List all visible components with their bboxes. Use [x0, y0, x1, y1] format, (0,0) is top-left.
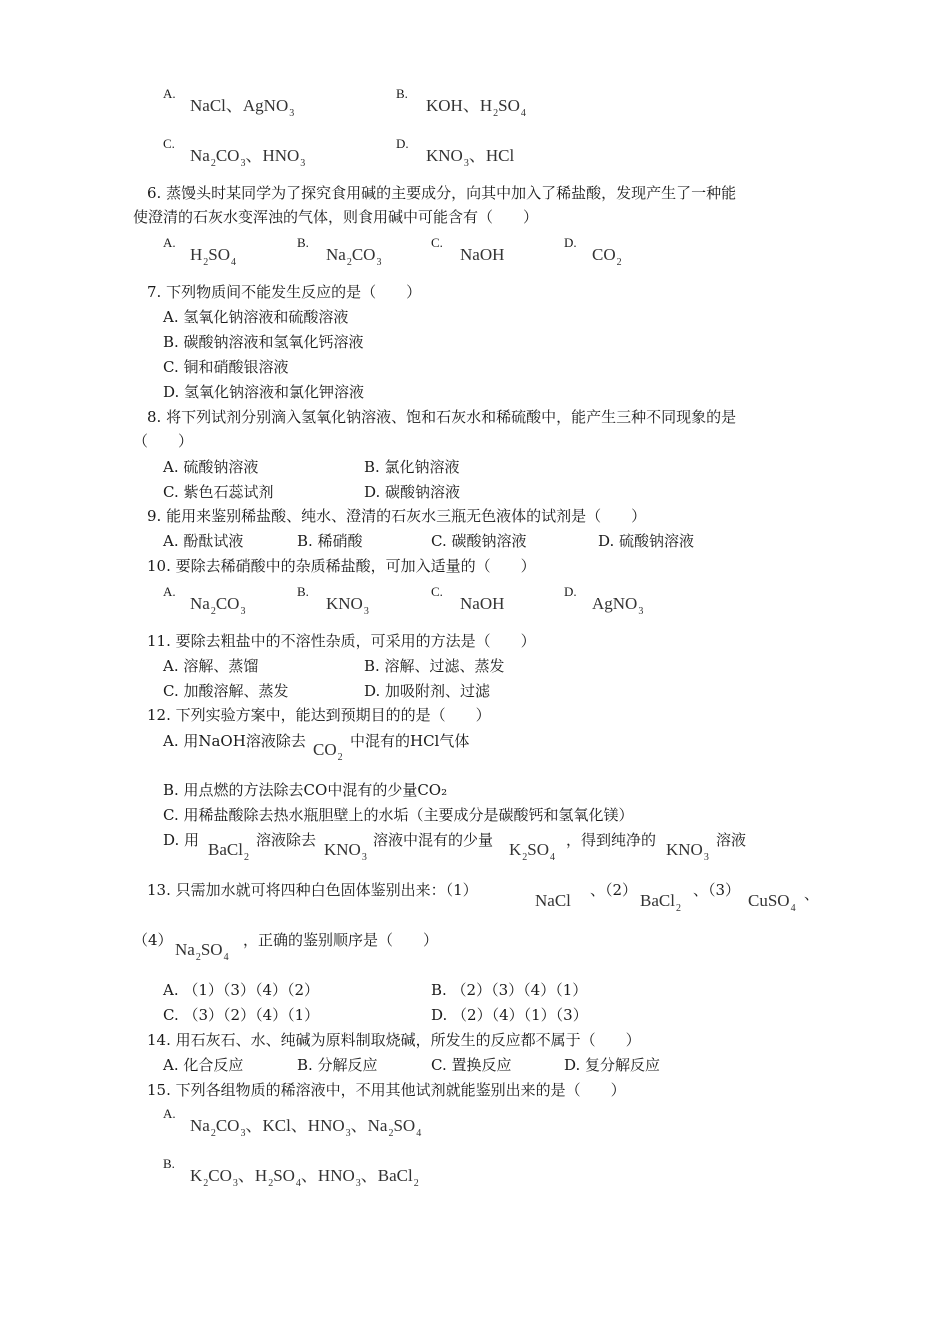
- q13-stem-text3: 、（3）: [693, 881, 741, 899]
- q9-option-d: D. 硫酸钠溶液: [598, 532, 695, 550]
- q15-option-a-formula: $Na_2CO_3$、KCl、$HNO_3$、$Na_2SO_4$: [190, 1116, 422, 1139]
- q12-option-d-text1: D. 用: [163, 831, 200, 849]
- q13-option-d: D. （2）（4）（1）（3）: [431, 1006, 588, 1024]
- q10-option-c-label: C.: [431, 584, 443, 599]
- q10-stem: 10. 要除去稀硝酸中的杂质稀盐酸，可加入适量的（ ）: [147, 557, 536, 575]
- q5-option-c-label: C.: [163, 136, 175, 151]
- q12-option-a-text1: A. 用NaOH溶液除去: [163, 732, 306, 750]
- q7-stem: 7. 下列物质间不能发生反应的是（ ）: [147, 283, 422, 301]
- q7-option-d: D. 氢氧化钠溶液和氯化钾溶液: [163, 383, 365, 401]
- q13-formula-nacl: NaCl: [535, 891, 571, 910]
- q12-option-b: B. 用点燃的方法除去CO中混有的少量CO₂: [163, 781, 448, 799]
- q14-stem: 14. 用石灰石、水、纯碱为原料制取烧碱，所发生的反应都不属于（ ）: [147, 1031, 641, 1049]
- q9-option-b: B. 稀硝酸: [297, 532, 363, 550]
- q12-option-d-formula3: $K_2SO_4$: [509, 840, 556, 863]
- q14-option-d: D. 复分解反应: [564, 1056, 661, 1074]
- q11-option-d: D. 加吸附剂、过滤: [364, 682, 491, 700]
- q9-stem: 9. 能用来鉴别稀盐酸、纯水、澄清的石灰水三瓶无色液体的试剂是（ ）: [147, 507, 647, 525]
- q12-option-d-text3: 溶液中混有的少量: [373, 831, 494, 849]
- q13-stem-text4: 、: [804, 885, 820, 903]
- q6-option-c-label: C.: [431, 235, 443, 250]
- q6-stem-line1: 6. 蒸馒头时某同学为了探究食用碱的主要成分，向其中加入了稀盐酸，发现产生了一种能: [147, 184, 737, 202]
- q5-option-d-formula: $KNO_3$、HCl: [426, 146, 515, 169]
- q12-option-d-formula2: $KNO_3$: [324, 840, 367, 863]
- q13-stem-text1: 13. 只需加水就可将四种白色固体鉴别出来：（1）: [147, 881, 478, 899]
- q13-stem-text6: ，正确的鉴别顺序是（ ）: [243, 931, 439, 949]
- q12-option-d-text2: 溶液除去: [256, 831, 317, 849]
- q10-option-a-label: A.: [163, 584, 176, 599]
- q6-option-a-label: A.: [163, 235, 176, 250]
- q9-option-c: C. 碳酸钠溶液: [431, 532, 527, 550]
- q15-option-b-label: B.: [163, 1156, 175, 1171]
- q14-option-b: B. 分解反应: [297, 1056, 378, 1074]
- q13-formula-bacl2: BaCl$_2$: [640, 891, 681, 914]
- q15-option-b-formula: $K_2CO_3$、$H_2SO_4$、$HNO_3$、BaCl$_2$: [190, 1166, 419, 1189]
- q11-stem: 11. 要除去粗盐中的不溶性杂质，可采用的方法是（ ）: [147, 632, 536, 650]
- q11-option-b: B. 溶解、过滤、蒸发: [364, 657, 505, 675]
- q15-option-a-label: A.: [163, 1106, 176, 1121]
- q5-option-d-label: D.: [396, 136, 409, 151]
- q5-option-b-label: B.: [396, 86, 408, 101]
- q8-option-a: A. 硫酸钠溶液: [163, 458, 259, 476]
- q6-stem-line2: 使澄清的石灰水变浑浊的气体，则食用碱中可能含有（ ）: [133, 208, 539, 226]
- q6-option-b-label: B.: [297, 235, 309, 250]
- q13-stem-text2: 、（2）: [590, 881, 638, 899]
- q6-option-d-formula: $CO_2$: [592, 245, 622, 268]
- q8-option-c: C. 紫色石蕊试剂: [163, 483, 274, 501]
- q7-option-c: C. 铜和硝酸银溶液: [163, 358, 289, 376]
- q10-option-a-formula: $Na_2CO_3$: [190, 594, 246, 617]
- q8-stem-line2: （ ）: [133, 432, 194, 450]
- q12-option-d-text4: ，得到纯净的: [566, 831, 657, 849]
- q6-option-c-formula: NaOH: [460, 245, 505, 264]
- q13-option-b: B. （2）（3）（4）（1）: [431, 981, 588, 999]
- q10-option-b-formula: $KNO_3$: [326, 594, 369, 617]
- q7-option-a: A. 氢氧化钠溶液和硫酸溶液: [163, 308, 349, 326]
- q12-option-d-text5: 溶液: [716, 831, 747, 849]
- q8-option-b: B. 氯化钠溶液: [364, 458, 460, 476]
- q12-stem: 12. 下列实验方案中，能达到预期目的的是（ ）: [147, 706, 491, 724]
- q14-option-c: C. 置换反应: [431, 1056, 512, 1074]
- q12-option-a-formula: $CO_2$: [313, 740, 343, 763]
- q13-formula-na2so4: $Na_2SO_4$: [175, 940, 229, 963]
- q13-formula-cuso4: CuSO$_4$: [748, 891, 796, 914]
- q12-option-d-formula4: $KNO_3$: [666, 840, 709, 863]
- q11-option-a: A. 溶解、蒸馏: [163, 657, 259, 675]
- q5-option-a-label: A.: [163, 86, 176, 101]
- q10-option-b-label: B.: [297, 584, 309, 599]
- q8-stem-line1: 8. 将下列试剂分别滴入氢氧化钠溶液、饱和石灰水和稀硫酸中，能产生三种不同现象的是: [147, 408, 737, 426]
- q10-option-d-formula: AgNO$_3$: [592, 594, 644, 617]
- q6-option-a-formula: $H_2SO_4$: [190, 245, 237, 268]
- q12-option-a-text2: 中混有的HCl气体: [350, 732, 470, 750]
- q8-option-d: D. 碳酸钠溶液: [364, 483, 461, 501]
- q7-option-b: B. 碳酸钠溶液和氢氧化钙溶液: [163, 333, 364, 351]
- q10-option-c-formula: NaOH: [460, 594, 505, 613]
- q5-option-b-formula: KOH、$H_2SO_4$: [426, 96, 526, 119]
- q14-option-a: A. 化合反应: [163, 1056, 244, 1074]
- q5-option-c-formula: $Na_2CO_3$、$HNO_3$: [190, 146, 306, 169]
- q6-option-d-label: D.: [564, 235, 577, 250]
- q15-stem: 15. 下列各组物质的稀溶液中，不用其他试剂就能鉴别出来的是（ ）: [147, 1081, 626, 1099]
- q12-option-d-formula1: BaCl$_2$: [208, 840, 249, 863]
- q6-option-b-formula: $Na_2CO_3$: [326, 245, 382, 268]
- q5-option-a-formula: NaCl、AgNO$_3$: [190, 96, 295, 119]
- q11-option-c: C. 加酸溶解、蒸发: [163, 682, 289, 700]
- q10-option-d-label: D.: [564, 584, 577, 599]
- q12-option-c: C. 用稀盐酸除去热水瓶胆壁上的水垢（主要成分是碳酸钙和氢氧化镁）: [163, 806, 634, 824]
- q9-option-a: A. 酚酞试液: [163, 532, 244, 550]
- q13-option-a: A. （1）（3）（4）（2）: [163, 981, 320, 999]
- q13-option-c: C. （3）（2）（4）（1）: [163, 1006, 320, 1024]
- q13-stem-text5: （4）: [133, 931, 173, 949]
